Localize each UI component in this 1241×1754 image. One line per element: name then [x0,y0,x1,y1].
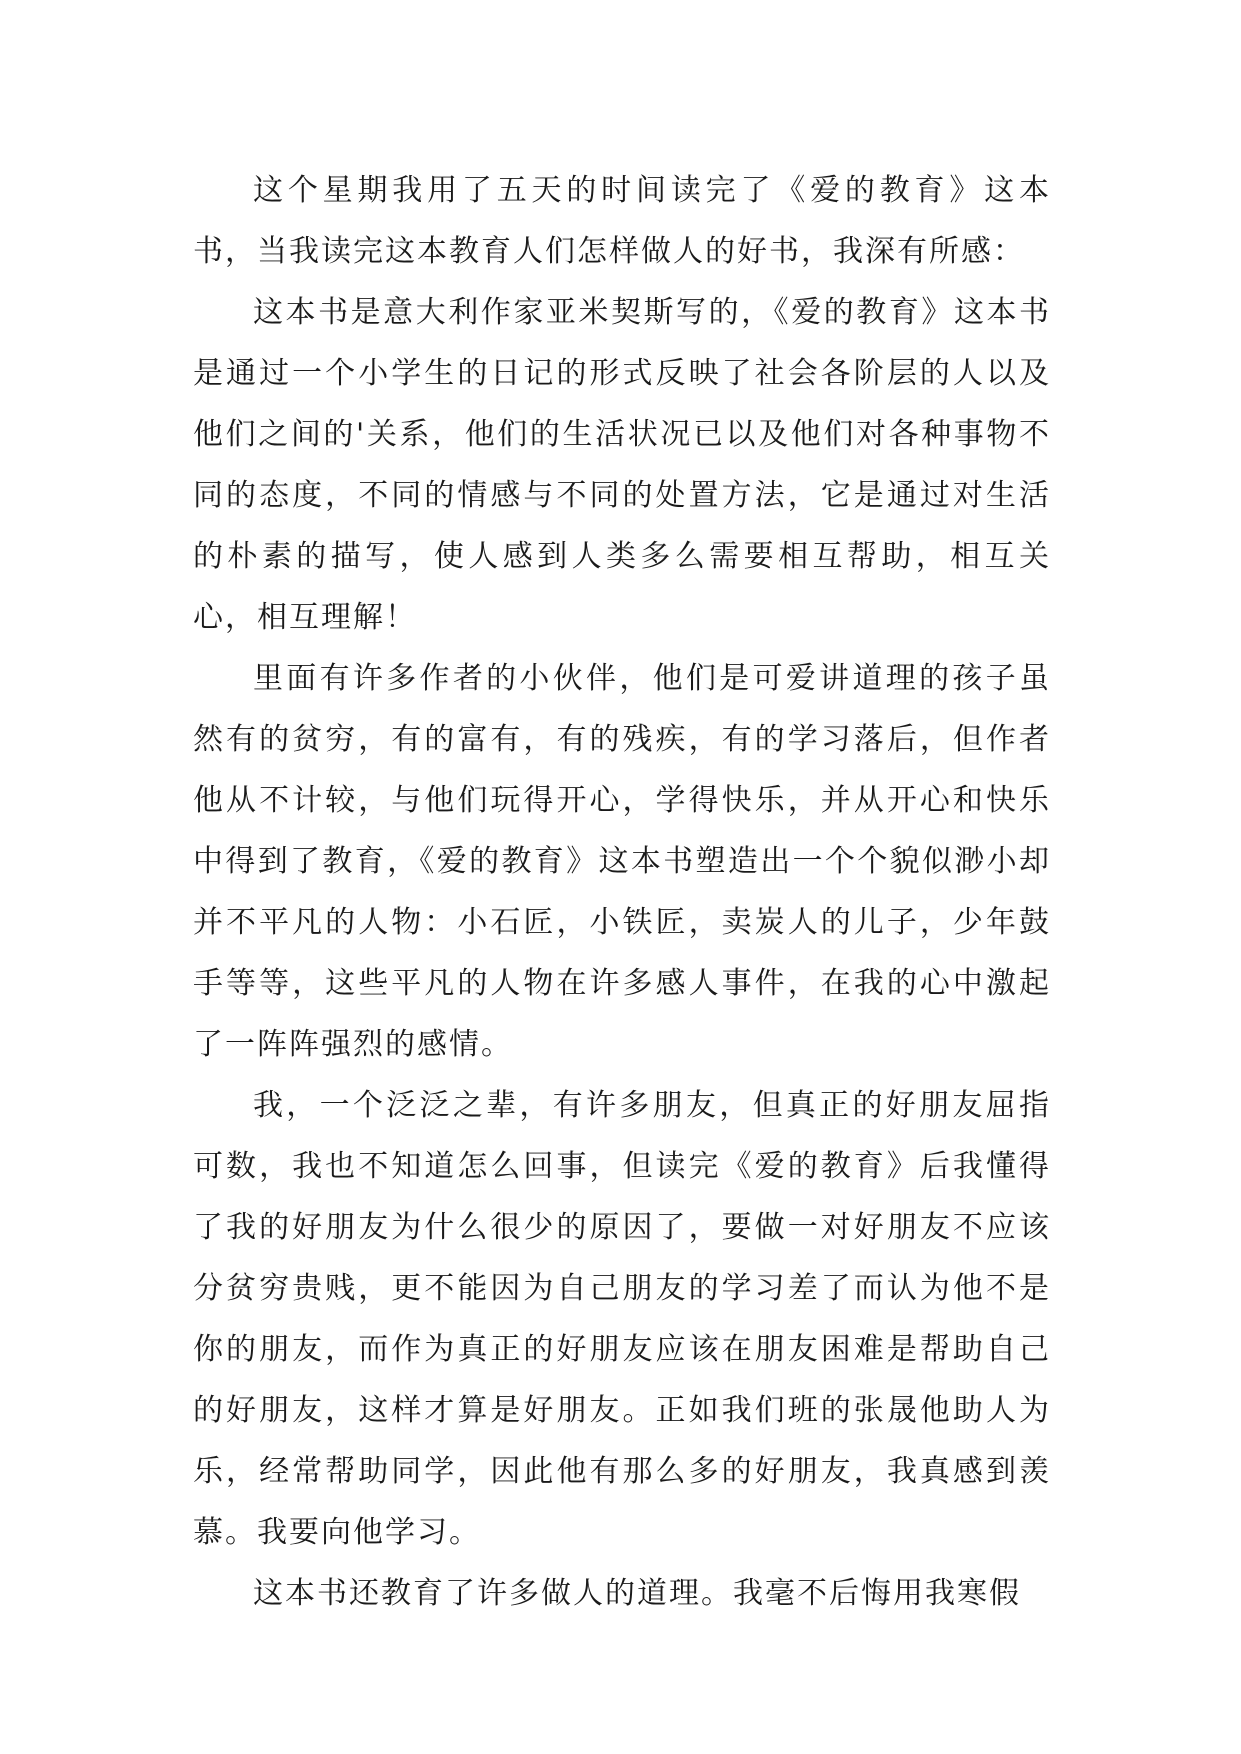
paragraph-4: 我，一个泛泛之辈，有许多朋友，但真正的好朋友屈指可数，我也不知道怎么回事，但读完《爱的教育》后我懂得了我的好朋友为什么很少的原因了，要做一对好朋友不应该分贫穷贵贱，更不能因为自己朋友的学习差了而认为他不是你的朋友，而作为真正的好朋友应该在朋友困难是帮助自己的好朋友，这样才算是好朋友。正如我们班的张晟他助人为乐，经常帮助同学，因此他有那么多的好朋友，我真感到羡慕。我要向他学习。 [193,1088,1051,1550]
paragraph-5: 这本书还教育了许多做人的道理。我毫不后悔用我寒假 [253,1576,1021,1611]
body-text [193,160,1051,1624]
paragraph-2: 这本书是意大利作家亚米契斯写的，《爱的教育》这本书是通过一个小学生的日记的形式反映了社会各阶层的人以及他们之间的'关系，他们的生活状况已以及他们对各种事物不同的态度，不同的情感与不同的处置方法，它是通过对生活的朴素的描写，使人感到人类多么需要相互帮助，相互关心，相互理解！ [193,295,1051,635]
paragraph-1: 这个星期我用了五天的时间读完了《爱的教育》这本书，当我读完这本教育人们怎样做人的好书，我深有所感： [193,173,1051,269]
paragraph-3: 里面有许多作者的小伙伴，他们是可爱讲道理的孩子虽然有的贫穷，有的富有，有的残疾，有的学习落后，但作者他从不计较，与他们玩得开心，学得快乐，并从开心和快乐中得到了教育，《爱的教育》这本书塑造出一个个貌似渺小却并不平凡的人物：小石匠，小铁匠，卖炭人的儿子，少年鼓手等等，这些平凡的人物在许多感人事件，在我的心中激起了一阵阵强烈的感情。 [193,661,1051,1062]
